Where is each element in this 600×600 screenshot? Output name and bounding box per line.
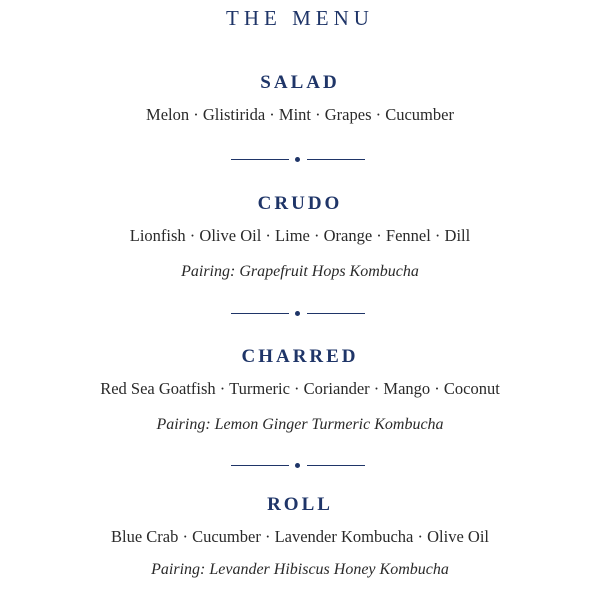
course-pairing: Pairing: Levander Hibiscus Honey Kombucha — [151, 561, 449, 578]
course-crudo — [0, 193, 600, 282]
divider-line — [307, 465, 365, 466]
course-charred — [0, 346, 600, 435]
course-name: CRUDO — [257, 193, 343, 214]
divider-line — [231, 313, 289, 314]
divider-line — [307, 313, 365, 314]
course-name: CHARRED — [241, 346, 359, 367]
course-ingredients: Melon · Glistirida · Mint · Grapes · Cucumber — [146, 105, 454, 124]
divider-line — [231, 465, 289, 466]
course-roll — [0, 494, 600, 580]
course-ingredients: Lionfish · Olive Oil · Lime · Orange · Fennel · Dill — [129, 226, 471, 245]
divider-line — [231, 159, 289, 160]
course-pairing: Pairing: Grapefruit Hops Kombucha — [181, 263, 419, 280]
course-pairing: Pairing: Lemon Ginger Turmeric Kombucha — [156, 416, 444, 433]
course-ingredients: Red Sea Goatfish · Turmeric · Coriander · Mango · Coconut — [100, 379, 500, 398]
course-salad — [0, 72, 600, 125]
section-divider — [231, 310, 365, 318]
course-name: ROLL — [267, 494, 333, 515]
menu-title: THE MENU — [226, 6, 374, 30]
section-divider — [231, 462, 365, 470]
course-name: SALAD — [260, 72, 340, 93]
section-divider — [231, 156, 365, 164]
divider-dot-icon — [295, 311, 300, 316]
divider-line — [307, 159, 365, 160]
divider-dot-icon — [295, 463, 300, 468]
divider-dot-icon — [295, 157, 300, 162]
course-ingredients: Blue Crab · Cucumber · Lavender Kombucha · Olive Oil — [110, 527, 489, 546]
